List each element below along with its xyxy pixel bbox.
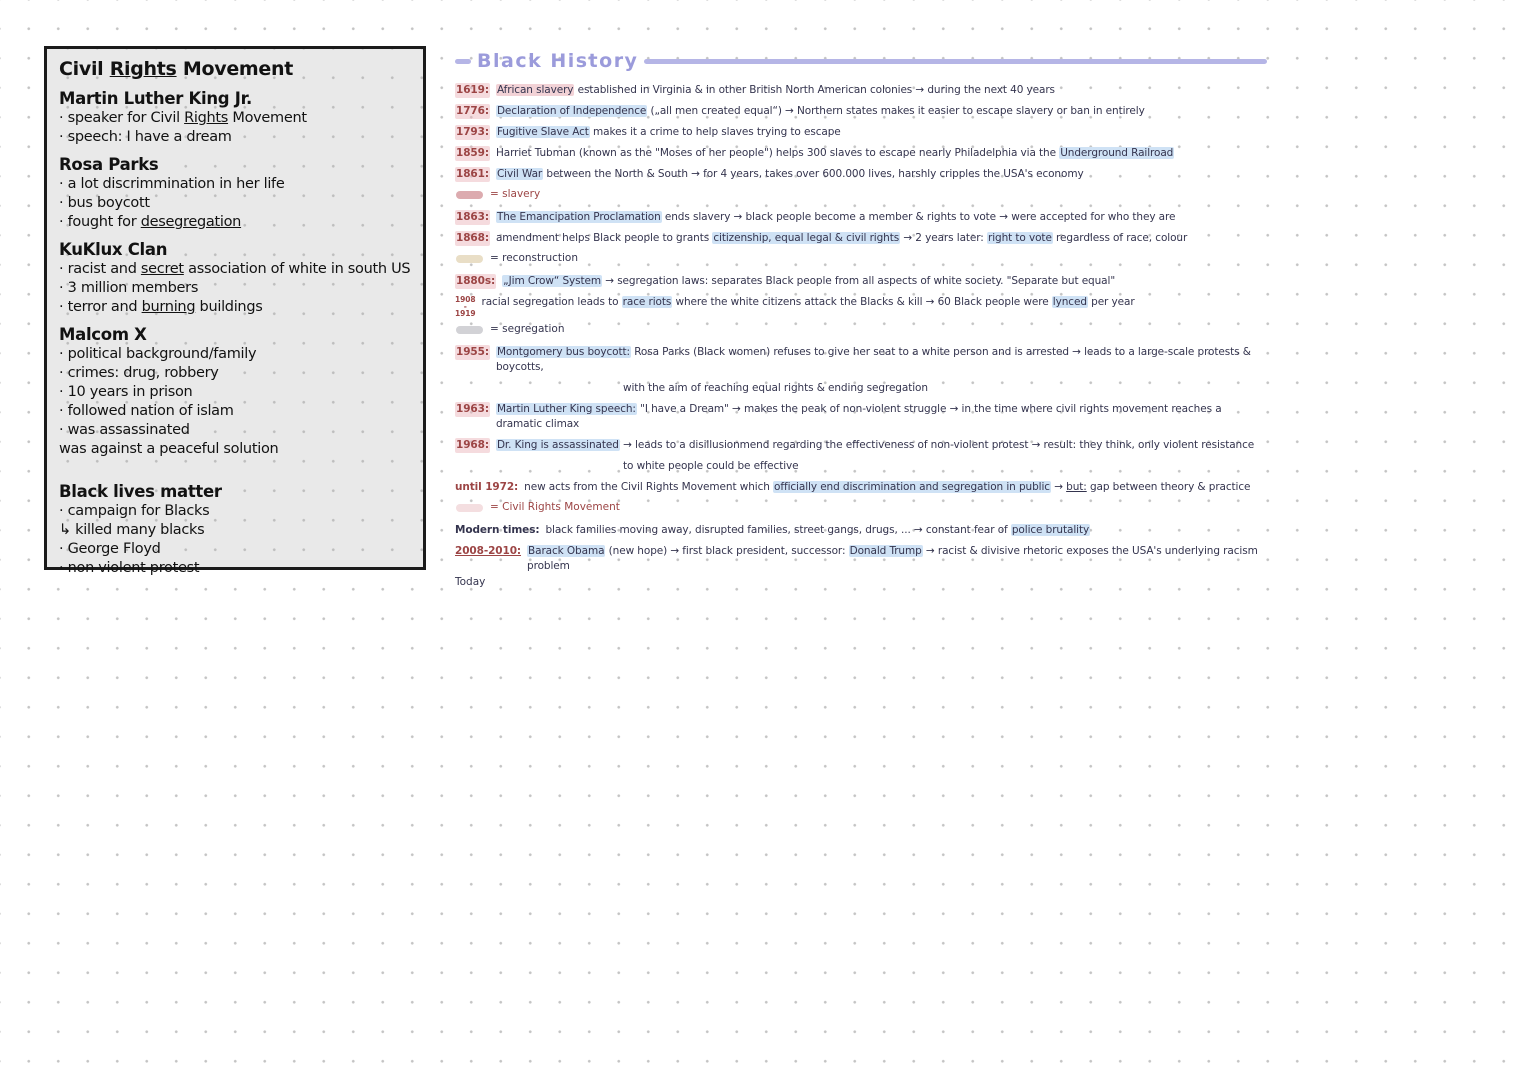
note-heading xyxy=(59,88,411,109)
text-segment: Martin Luther King Jr. xyxy=(59,89,253,108)
legend-label: = slavery xyxy=(490,188,541,200)
note-item xyxy=(59,298,411,317)
timeline-date: 1968: xyxy=(456,439,489,451)
timeline-entry xyxy=(455,295,1267,317)
note-item xyxy=(59,559,411,578)
text-segment: established in Virginia & in other British North American colonies → during the next 40 years xyxy=(574,84,1055,96)
text-segment: Rosa Parks xyxy=(59,155,159,174)
highlighted-text: Martin Luther King speech: xyxy=(496,403,636,415)
text-segment: → leads to a disillusionmend regarding the effectiveness of non-violent protest → result: they think, only violent resistance xyxy=(619,439,1255,451)
highlighted-text: race riots xyxy=(622,296,672,308)
highlighted-text: Barack Obama xyxy=(528,545,605,557)
text-segment: · 10 years in prison xyxy=(59,384,193,400)
note-heading xyxy=(59,239,411,260)
text-segment: buildings xyxy=(195,299,263,315)
timeline-entry xyxy=(455,544,1267,574)
text-segment: burning xyxy=(141,299,196,315)
text-segment: Rights xyxy=(184,110,229,126)
note-item xyxy=(59,421,411,440)
text-segment: Movement xyxy=(228,110,307,126)
text-segment: → 2 years later: xyxy=(900,232,987,244)
note-heading xyxy=(59,324,411,345)
highlighted-text: officially end discrimination and segregation in public xyxy=(774,481,1050,493)
highlighted-text: Declaration of Independence xyxy=(496,105,647,117)
note-item xyxy=(59,175,411,194)
timeline-date: 1793: xyxy=(456,126,489,138)
note-heading xyxy=(59,58,411,81)
note-item xyxy=(59,345,411,364)
timeline-date: 2008-2010: xyxy=(455,545,522,557)
highlighted-text: Fugitive Slave Act xyxy=(496,126,589,138)
note-item xyxy=(59,440,411,459)
timeline-date-part: 1919 xyxy=(455,309,476,318)
timeline-date: 1776: xyxy=(456,105,489,117)
text-segment: · followed nation of islam xyxy=(59,403,234,419)
text-segment: → racist & divisive rhetoric exposes the USA's underlying racism problem xyxy=(527,545,1258,572)
text-segment: Rights xyxy=(109,58,177,80)
text-segment: ↳ killed many blacks xyxy=(59,522,205,538)
text-segment: secret xyxy=(140,261,184,277)
text-segment: Rosa Parks (Black women) refuses to give her seat to a white person and is arrested → leads to a large-scale protests & boycotts, xyxy=(495,346,1251,373)
legend-row xyxy=(456,323,1267,336)
text-segment: racial segregation leads to xyxy=(481,296,622,308)
timeline-text xyxy=(496,210,1175,225)
note-item xyxy=(59,383,411,402)
note-item xyxy=(59,364,411,383)
timeline-title: Black History xyxy=(477,50,639,72)
timeline-text xyxy=(524,480,1250,495)
text-segment: (new hope) → first black president, successor: xyxy=(605,545,849,557)
timeline-entry xyxy=(455,480,1267,495)
text-segment: desegregation xyxy=(140,214,242,230)
text-segment: · speech: I have a dream xyxy=(59,129,232,145)
text-segment: makes it a crime to help slaves trying to escape xyxy=(589,126,841,138)
legend-row xyxy=(456,501,1267,514)
text-segment: · terror and xyxy=(59,299,142,315)
timeline-entry xyxy=(455,210,1267,225)
timeline-date: 1859: xyxy=(456,147,489,159)
note-heading xyxy=(59,154,411,175)
text-segment: · non violent protest xyxy=(59,560,200,576)
highlighted-text: citizenship, equal legal & civil rights xyxy=(713,232,900,244)
legend-swatch xyxy=(456,326,483,334)
timeline-entry xyxy=(455,146,1267,161)
text-segment: amendment helps Black people to grants xyxy=(495,232,713,244)
legend-label: = Civil Rights Movement xyxy=(490,501,620,513)
text-segment: · a lot discrimmination in her life xyxy=(59,176,285,192)
text-segment: where the white citizens attack the Blacks & kill → 60 Black people were xyxy=(672,296,1052,308)
timeline-text xyxy=(496,167,1084,182)
text-segment: → xyxy=(1050,481,1067,493)
timeline-entries xyxy=(455,83,1267,589)
text-segment: · campaign for Blacks xyxy=(59,503,210,519)
highlighted-text: Donald Trump xyxy=(849,545,922,557)
timeline-text xyxy=(496,125,841,140)
note-item xyxy=(59,502,411,521)
timeline-text xyxy=(496,104,1145,119)
text-segment: ends slavery → black people become a member & rights to vote → were accepted for who they are xyxy=(661,211,1176,223)
timeline-continuation: with the aim of reaching equal rights & ending segregation xyxy=(623,382,928,394)
text-segment: Movement xyxy=(176,58,294,80)
timeline-entry xyxy=(455,125,1267,140)
notes-lines xyxy=(59,58,411,578)
text-segment: regardless of race, colour xyxy=(1052,232,1188,244)
text-segment: new acts from the Civil Rights Movement which xyxy=(524,481,774,493)
highlighted-text: lynced xyxy=(1052,296,1087,308)
legend-swatch xyxy=(456,255,483,263)
header-rule-decoration xyxy=(644,59,1267,64)
legend-swatch xyxy=(456,191,483,199)
text-segment: Civil xyxy=(59,58,110,80)
text-segment: was against a peaceful solution xyxy=(59,441,279,457)
header-dash-decoration xyxy=(455,59,471,64)
highlighted-text: Montgomery bus boycott: xyxy=(496,346,630,358)
timeline-date xyxy=(455,295,475,317)
timeline-text xyxy=(496,402,1267,432)
timeline-plain-text: Today xyxy=(455,576,486,588)
legend-row xyxy=(456,188,1267,201)
timeline-date: Modern times: xyxy=(455,524,540,536)
timeline-header xyxy=(455,50,1267,72)
text-segment: · George Floyd xyxy=(59,541,161,557)
timeline-text xyxy=(481,295,1134,310)
text-segment: between the North & South → for 4 years, takes over 600.000 lives, harshly cripples the USA's economy xyxy=(543,168,1084,180)
legend-label: = reconstruction xyxy=(490,252,578,264)
text-segment: · crimes: drug, robbery xyxy=(59,365,219,381)
timeline-date: until 1972: xyxy=(455,481,519,493)
highlighted-text: „Jim Crow“ System xyxy=(503,275,602,287)
timeline-date: 1619: xyxy=(456,84,489,96)
text-segment: but: xyxy=(1066,481,1087,493)
highlighted-text: Dr. King is assassinated xyxy=(496,439,619,451)
highlighted-text: African slavery xyxy=(496,84,574,96)
text-segment: Black lives matter xyxy=(59,482,222,501)
timeline-text xyxy=(496,438,1254,453)
timeline-continuation: to white people could be effective xyxy=(623,460,799,472)
highlighted-text: The Emancipation Proclamation xyxy=(496,211,661,223)
timeline-date-part: 1908 xyxy=(455,295,476,304)
legend-swatch xyxy=(456,504,483,512)
timeline-text xyxy=(545,523,1090,538)
timeline-date: 1963: xyxy=(456,403,489,415)
text-segment: · 3 million members xyxy=(59,280,199,296)
text-segment: per year xyxy=(1087,296,1135,308)
text-segment: („all men created equal“) → Northern states makes it easier to escape slavery or ban in entirely xyxy=(647,105,1145,117)
note-item xyxy=(59,194,411,213)
note-item xyxy=(59,213,411,232)
timeline-text xyxy=(496,146,1174,161)
timeline-entry xyxy=(455,345,1267,375)
note-item xyxy=(59,260,411,279)
timeline-date: 1861: xyxy=(456,168,489,180)
text-segment: · racist and xyxy=(59,261,141,277)
timeline-date: 1880s: xyxy=(456,275,496,287)
text-segment: · speaker for Civil xyxy=(59,110,185,126)
note-item xyxy=(59,521,411,540)
text-segment: association of white in south US xyxy=(183,261,411,277)
text-segment: · was assassinated xyxy=(59,422,190,438)
timeline-text xyxy=(496,83,1055,98)
text-segment: Malcom X xyxy=(59,325,147,344)
highlighted-text: right to vote xyxy=(988,232,1052,244)
note-item xyxy=(59,540,411,559)
legend-label: = segregation xyxy=(490,323,565,335)
note-item xyxy=(59,279,411,298)
timeline-text xyxy=(527,544,1267,574)
timeline-date: 1863: xyxy=(456,211,489,223)
black-history-timeline xyxy=(455,50,1267,589)
note-item xyxy=(59,402,411,421)
timeline-entry xyxy=(455,274,1267,289)
text-segment: gap between theory & practice xyxy=(1086,481,1251,493)
note-item xyxy=(59,109,411,128)
timeline-text xyxy=(496,345,1267,375)
timeline-text xyxy=(502,274,1115,289)
note-heading xyxy=(59,481,411,502)
timeline-entry xyxy=(455,104,1267,119)
text-segment: · fought for xyxy=(59,214,141,230)
highlighted-text: Underground Railroad xyxy=(1060,147,1174,159)
timeline-entry xyxy=(455,83,1267,98)
timeline-entry xyxy=(455,167,1267,182)
highlighted-text: Civil War xyxy=(496,168,543,180)
text-segment: "I have a Dream" → makes the peak of non-violent struggle → in the time where civil rights movement reaches a dramatic climax xyxy=(495,403,1222,430)
timeline-entry xyxy=(455,438,1267,453)
timeline-date: 1868: xyxy=(456,232,489,244)
note-item xyxy=(59,128,411,147)
text-segment: · political background/family xyxy=(59,346,257,362)
timeline-entry xyxy=(455,231,1267,246)
timeline-text xyxy=(496,231,1187,246)
text-segment: KuKlux Clan xyxy=(59,240,168,259)
text-segment: Harriet Tubman (known as the "Moses of her people") helps 300 slaves to escape nearly Philadelphia via the xyxy=(495,147,1060,159)
highlighted-text: police brutality xyxy=(1011,524,1090,536)
timeline-date: 1955: xyxy=(456,346,489,358)
text-segment: black families moving away, disrupted families, street gangs, drugs, ... → constant fear of xyxy=(545,524,1011,536)
timeline-date-part: - xyxy=(463,302,467,311)
timeline-entry xyxy=(455,523,1267,538)
text-segment: · bus boycott xyxy=(59,195,150,211)
text-segment: → segregation laws: separates Black people from all aspects of white society. "Separate but equal" xyxy=(602,275,1116,287)
civil-rights-notes-box xyxy=(44,46,426,576)
legend-row xyxy=(456,252,1267,265)
timeline-entry xyxy=(455,402,1267,432)
